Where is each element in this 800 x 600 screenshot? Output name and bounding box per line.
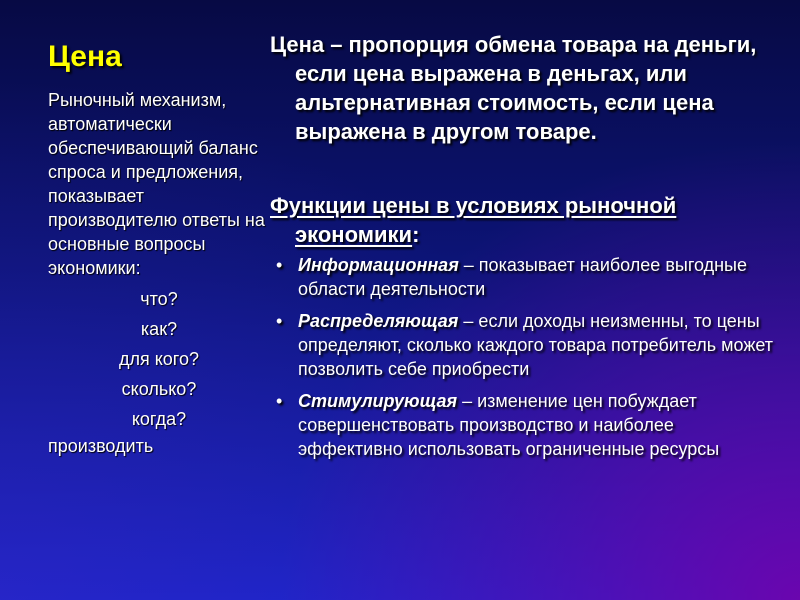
function-description: – если доходы неизменны, то цены определяют, сколько каждого товара потребитель может позволить себе приобрести [298,311,774,379]
function-item-informational [270,253,775,301]
bullet-icon: • [276,391,283,411]
function-term: Информационная [298,255,459,275]
question-item: что? [140,289,178,309]
bullet-icon: • [276,255,283,275]
functions-heading-text: Функции цены в условиях рыночной экономики [270,193,677,247]
right-column [270,30,775,469]
function-item-distributive [270,309,775,381]
produce-text: производить [48,436,154,456]
bullet-icon: • [276,311,283,331]
function-item-stimulating [270,389,775,461]
function-term: Распределяющая [298,311,459,331]
price-definition: Цена – пропорция обмена товара на деньги, если цена выражена в деньгах, или альтернативная стоимость, если цена выражена в другом товаре. [270,32,757,144]
functions-heading-colon: : [412,222,420,247]
market-mechanism-text: Рыночный механизм, автоматически обеспечивающий баланс спроса и предложения, показывает производителю ответы на основные вопросы экономики: [48,90,265,278]
function-description: – показывает наиболее выгодные области деятельности [298,255,747,299]
question-item: когда? [131,409,187,429]
function-description: – изменение цен побуждает совершенствовать производство и наиболее эффективно использовать ограниченные ресурсы [298,391,720,459]
question-item: сколько? [121,379,197,399]
function-term: Стимулирующая [298,391,458,411]
question-item: для кого? [118,349,200,369]
slide-title: Цена [48,40,122,73]
economy-questions-list [48,284,270,434]
price-functions-list [270,253,775,461]
question-item: как? [140,319,178,339]
left-column [48,88,270,458]
functions-heading [270,191,775,249]
